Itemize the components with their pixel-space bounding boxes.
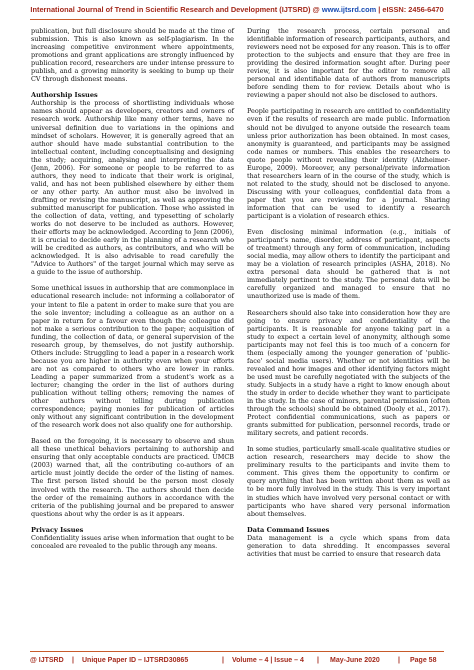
paragraph: During the research process, certain personal and identifiable information of research participants, authors, and reviewers need not be exposed for any reason. This is to offer protection to the subjects and ensure that they are free in providing the desired information sought after. During peer review, it is also important for the editor to remove all personal and identifiable data of authors from manuscripts before sending them to for review. Details about who is reviewing a paper should not also be disclosed to authors. (247, 27, 450, 100)
paragraph: People participating in research are entitled to confidentiality even if the results of research are made public. Information should not be divulged to anyone outside the research team unless prior authorization has been obtained. In most cases, anonymity is guaranteed, and participants may be assigned code names or numbers. This enables the researchers to quote people without revealing their identity (Alzheimer-Europe, 2009). Moreover, any personal/private information that researchers learn of in the course of the study, which is not related to the study, should not be disclosed to anyone. Discussing with your colleagues, confidential data from a paper that you are reviewing for a journal. Sharing information that can be used to identify a research participant is a violation of research ethics. (247, 107, 450, 221)
footer-paper-id: Unique Paper ID – IJTSRD30865 (82, 657, 189, 664)
journal-eissn: eISSN: 2456-6470 (382, 5, 444, 14)
section-heading-data-command: Data Command Issues (247, 525, 330, 534)
paragraph: Even disclosing minimal information (e.g., initials of participant's name, disorder, address of participant, aspects of treatment) through any form of communication, including social media, may allow others to identify the participant and may be a violation of research principles (ASHA, 2018). No extra personal data should be gathered that is not immediately pertinent to the study. The personal data will be carefully organized and managed to ensure that no unauthorized use is made of them. (247, 228, 450, 301)
paragraph: In some studies, particularly small-scale qualitative studies or action research, researchers may decide to show the preliminary results to the participants and invite them to comment. This gives them the opportunity to confirm or query anything that has been written about them as well as to be more fully involved in the study. This is very important in studies which have involved very personal contact or with participants who have shared very personal information about themselves. (247, 445, 450, 518)
footer-divider (30, 651, 444, 652)
page-footer (0, 653, 474, 669)
left-column (31, 27, 234, 558)
journal-website-link[interactable]: www.ijtsrd.com (321, 5, 377, 14)
paragraph: Data management is a cycle which spans from data generation to data shredding. It encompasses several activities that must be carried to ensure that research data (247, 533, 450, 558)
footer-separator: | (222, 657, 224, 664)
paragraph: Based on the foregoing, it is necessary to observe and shun all these unethical behaviors pertaining to authorship and ensuring that only acceptable conducts are practiced. UMCB (2003) warned that, all the contributing co-authors of an article must jointly decide the order of the listing of names. The first person listed should be the person most closely involved with the research. The authors should then decide the order of the remaining authors in accordance with the criteria of the publishing journal and be prepared to answer questions about why the order is as it appears. (31, 437, 234, 518)
footer-volume-issue: Volume – 4 | Issue – 4 (232, 657, 304, 664)
footer-date: May-June 2020 (330, 657, 380, 664)
footer-separator: | (398, 657, 400, 664)
right-column (247, 27, 450, 566)
journal-title: International Journal of Trend in Scientific Research and Development (IJTSRD) @ (30, 5, 320, 14)
header-separator: | (378, 5, 383, 14)
footer-separator: | (72, 657, 74, 664)
paragraph: Authorship is the process of shortlisting individuals whose names should appear as developers, creators and owners of research work. Authorship like many other terms, have no universal definition due to variations in the opinions and mindset of scholars. However, it is generally agreed that an author should have made substantial contribution to the intellectual content, including conceptualising and designing the study; acquiring, analysing and interpreting the data (Jenn, 2006). For someone or people to be referred to as authors, they need to indicate that their work is original, valid, and has not been published elsewhere by either them or any other party. An author must also be involved in drafting or revising the manuscript, as well as approving the submitted manuscript for publication. Those who assisted in the collection of data, vetting, and typesetting of scholarly works do not deserve to be included as authors. However, their efforts may be acknowledged. According to Jenn (2006), it is crucial to decide early in the planning of a research who will be credited as authors, as contributors, and who will be acknowledged. It is also advisable to read carefully the "Advice to Authors" of the target journal which may serve as a guide to the issue of authorship. (31, 99, 234, 277)
footer-page-number: Page 58 (410, 657, 437, 664)
paragraph: Researchers should also take into consideration how they are going to ensure privacy and confidentiality of the participants. It is reasonable for anyone taking part in a study to expect a certain level of anonymity, although some participants may not feel this is too much of a concern for them (especially among the younger generation of 'public-face' social media users). Whether or not identities will be revealed and how images and other identifying factors might be used must be carefully negotiated with the subjects of the study. Subjects in a study have a right to know enough about the study in order to decide whether they want to participate in the study. In the case of minors, parental permission (often through the schools) should be obtained (Dooly et al., 2017). Protect confidential communications, such as papers or grants submitted for publication, personnel records, trade or military secrets, and patient records. (247, 308, 450, 438)
header-divider (30, 19, 444, 20)
paragraph: Some unethical issues in authorship that are commonplace in educational research include: not informing a collaborator of your intent to file a patent in order to make sure that you are the sole inventor; including a colleague as an author on a paper in return for a favour even though the colleague did not make a serious contribution to the paper; acquisition of funding, the collection of data, or general supervision of the research group, by themselves, do not justify authorship. Others include: Struggling to lead a paper in a research work because you are higher in authority even when your efforts are not as compared to others who are lower in ranks. Leading a paper summarized from a student's work as a lecturer; changing the order in the list of authors during publication without telling others; removing the names of other authors without telling during publication correspondence; paying monies for publication of articles only without any significant contribution in the development of the research work does not also qualify one for authorship. (31, 284, 234, 430)
footer-separator: | (317, 657, 319, 664)
paragraph: publication, but full disclosure should be made at the time of submission. This is also known as self-plagiarism. In the increasing competitive environment where appointments, promotions and grant applications are strongly influenced by publication record, researchers are under intense pressure to publish, and a growing minority is seeking to bump up their CV through dishonest means. (31, 27, 234, 84)
paragraph: Confidentiality issues arise when information that ought to be concealed are revealed to the public through any means. (31, 533, 234, 550)
section-heading-privacy: Privacy Issues (31, 525, 84, 534)
journal-header (0, 0, 474, 20)
section-heading-authorship: Authorship Issues (31, 91, 98, 100)
footer-site: @ IJTSRD (30, 657, 64, 664)
